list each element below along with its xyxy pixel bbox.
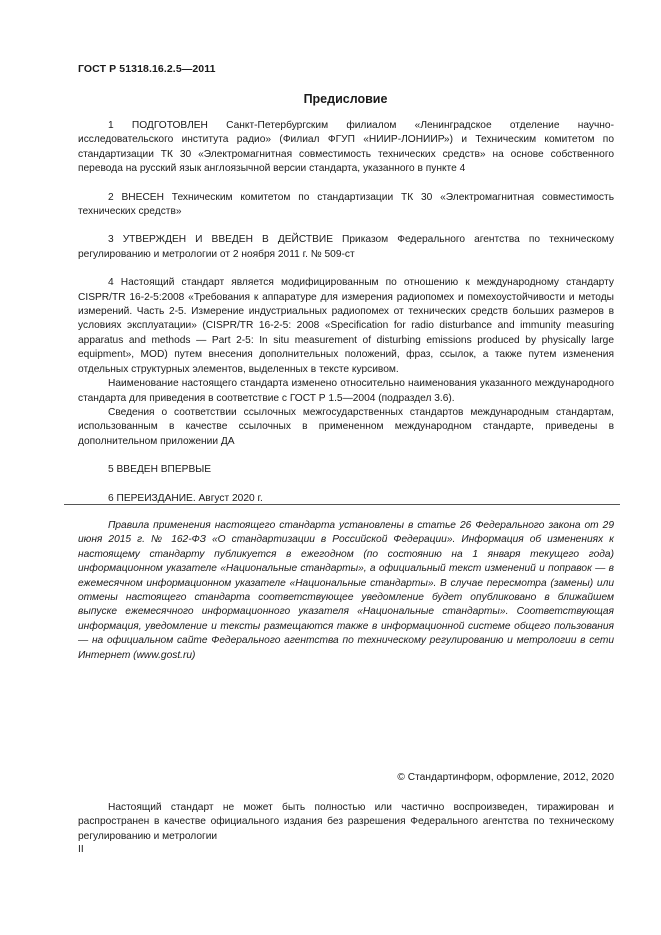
copyright-line: © Стандартинформ, оформление, 2012, 2020 — [397, 772, 614, 783]
section-divider — [64, 504, 620, 505]
paragraph-name-changed: Наименование настоящего стандарта изменено относительно наименования указанного международного стандарта для приведения в соответствие с ГОСТ Р 1.5—2004 (подраздел 3.6). — [78, 378, 614, 404]
rules-notice: Правила применения настоящего стандарта установлены в статье 26 Федерального закона от 29 июня 2015 г. № 162-ФЗ «О стандартизации в Российской Федерации». Информация об изменениях к настоящему стандарту публикуется в ежегодном (по состоянию на 1 января текущего года) информационном указателе «Национальные стандарты», а официальный текст изменений и поправок — в ежемесячном информационном указателе «Национальные стандарты». В случае пересмотра (замены) или отмены настоящего стандарта соответствующее уведомление будет опубликовано в ближайшем выпуске ежемесячного информационного указателя «Национальные стандарты». Соответствующая информация, уведомление и тексты размещаются также в информационной системе общего пользования — на официальном сайте Федерального агентства по техническому регулированию и метрологии в сети Интернет (www.gost.ru) — [78, 520, 614, 661]
paragraph-modified: 4 Настоящий стандарт является модифицированным по отношению к международному стандарту CISPR/TR 16-2-5:2008 «Требования к аппаратуре для измерения радиопомех и помехоустойчивости и методы измерений. Часть 2-5. Измерение индустриальных радиопомех от технических средств больших размеров в условиях эксплуатации» (CISPR/TR 16-2-5: 2008 «Specification for radio disturbance and immunity measuring apparatus and methods — Part 2-5: In situ measurement of disturbing emissions produced by physically large equipment», MOD) путем внесения дополнительных положений, фраз, ссылок, а также путем изменения отдельных структурных элементов, выделенных в тексте курсивом. — [78, 277, 614, 375]
title-text: Предисловие — [303, 92, 388, 106]
paragraph-first-introduced: 5 ВВЕДЕН ВПЕРВЫЕ — [108, 464, 212, 476]
paragraph-approved: 3 УТВЕРЖДЕН И ВВЕДЕН В ДЕЙСТВИЕ Приказом Федерального агентства по техническому регулированию и метрологии от 2 ноября 2011 г. № 509-ст — [78, 234, 614, 260]
page-title — [0, 92, 661, 106]
page-number: II — [78, 844, 84, 855]
preface-body — [78, 119, 614, 506]
standard-code: ГОСТ Р 51318.16.2.5—2011 — [78, 63, 216, 75]
paragraph-reissue: 6 ПЕРЕИЗДАНИЕ. Август 2020 г. — [108, 492, 263, 504]
paragraph-prepared: 1 ПОДГОТОВЛЕН Санкт-Петербургским филиалом «Ленинградское отделение научно-исследовательского института радио» (Филиал ФГУП «НИИР-ЛОНИИР») и Техническим комитетом по стандартизации ТК 30 «Электромагнитная совместимость технических средств» на основе собственного перевода на русский язык англоязычной версии стандарта, указанного в пункте 4 — [78, 120, 614, 175]
paragraph-introduced: 2 ВНЕСЕН Техническим комитетом по стандартизации ТК 30 «Электромагнитная совместимость технических средств» — [78, 191, 614, 218]
reproduction-notice-block — [78, 801, 614, 844]
reproduction-notice: Настоящий стандарт не может быть полностью или частично воспроизведен, тиражирован и распространен в качестве официального издания без разрешения Федерального агентства по техническому регулированию и метрологии — [78, 802, 614, 842]
paragraph-references: Сведения о соответствии ссылочных межгосударственных стандартов международным стандартам, использованным в качестве ссылочных в примененном международном стандарте, приведены в дополнительном приложении ДА — [78, 406, 614, 447]
rules-notice-block — [78, 519, 614, 663]
